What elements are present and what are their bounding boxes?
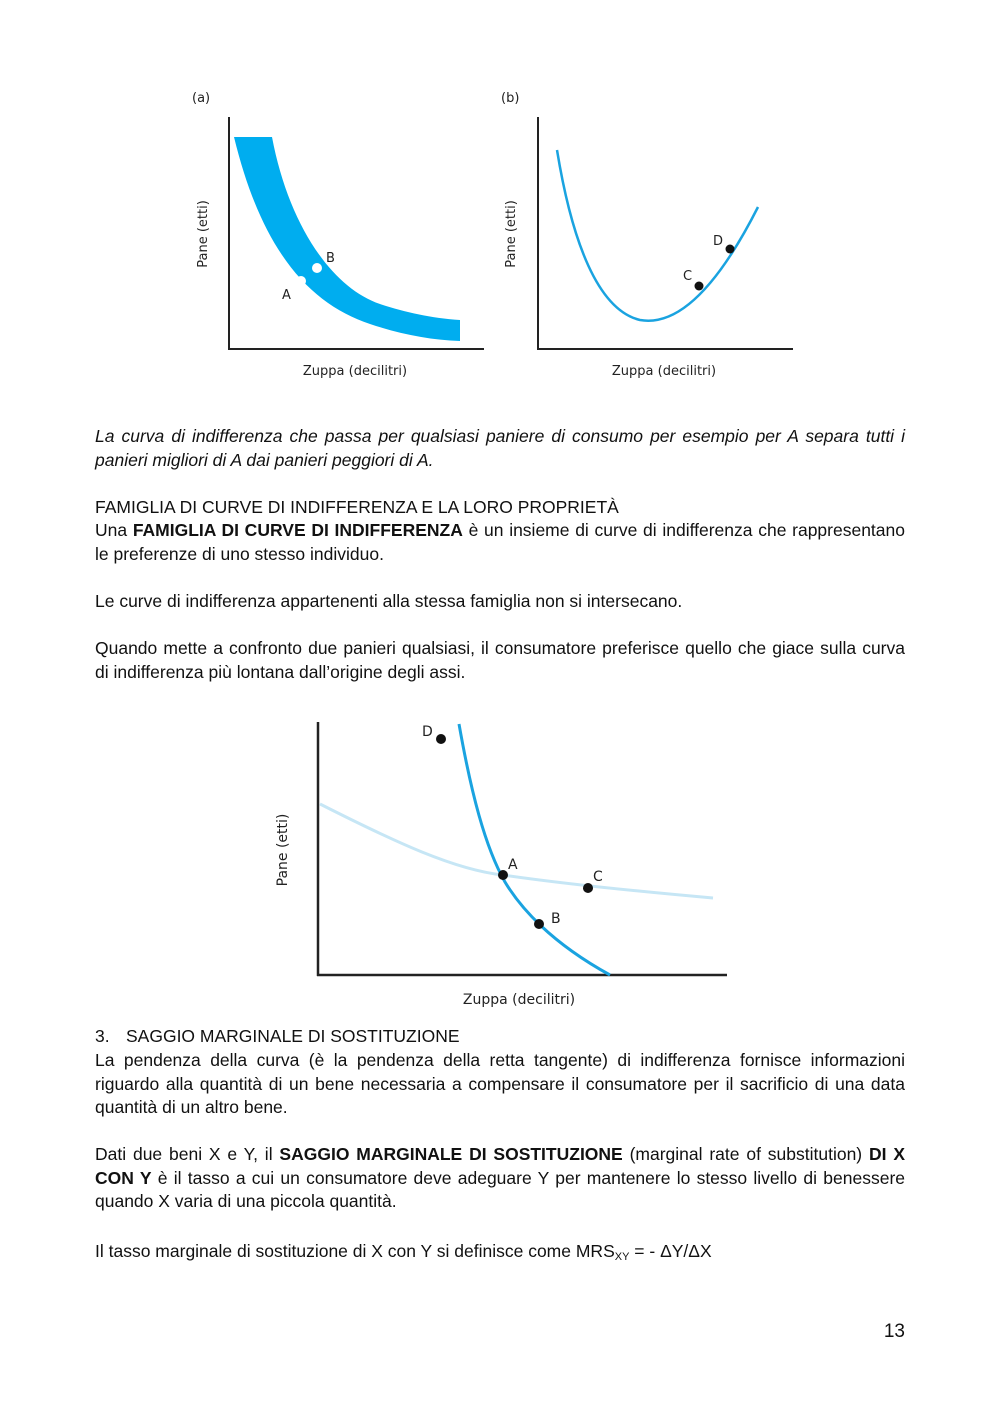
panel-b-xlabel: Zuppa (decilitri)	[611, 364, 717, 379]
preference-paragraph: Quando mette a confronto due panieri qualsiasi, il consumatore preferisce quello che giace sulla curva di indifferenza più lontana dall’origine degli assi.	[95, 638, 905, 682]
point-c-label: C	[593, 869, 603, 885]
panel-a-ylabel: Pane (etti)	[196, 200, 211, 268]
mrs-formula-paragraph	[95, 1240, 905, 1270]
p5-pre: Dati due beni X e Y, il	[95, 1144, 280, 1164]
p6-pre: Il tasso marginale di sostituzione di X con Y si definisce come MRS	[95, 1241, 615, 1261]
middle-ylabel: Pane (etti)	[275, 813, 291, 887]
point-d-marker	[726, 245, 735, 254]
point-c-marker	[695, 282, 704, 291]
p5-post: è il tasso a cui un consumatore deve adeguare Y per mantenere lo stesso livello di benessere quando X varia di una piccola quantità.	[95, 1167, 905, 1211]
panel-b-curve	[557, 150, 758, 321]
point-b-label: B	[551, 911, 561, 927]
point-d-label: D	[422, 724, 433, 740]
p5-bold-term-2: DI X CON Y	[95, 1144, 905, 1188]
point-a-marker	[296, 276, 306, 286]
p1-bold-term: FAMIGLIA DI CURVE DI INDIFFERENZA	[132, 520, 463, 540]
p1-pre: Una	[95, 520, 133, 540]
section-heading: FAMIGLIA DI CURVE DI INDIFFERENZA E LA LORO PROPRIETÀ	[95, 497, 619, 517]
no-intersection-paragraph: Le curve di indifferenza appartenenti alla stessa famiglia non si intersecano.	[95, 591, 683, 611]
figure-middle	[265, 712, 735, 1008]
point-b-marker	[534, 919, 544, 929]
middle-xlabel: Zuppa (decilitri)	[462, 992, 576, 1008]
steep-indifference-curve	[459, 724, 610, 975]
point-b-label: B	[326, 251, 335, 266]
light-indifference-curve	[320, 804, 713, 898]
figure-middle-svg	[265, 712, 735, 1008]
point-c-marker	[583, 883, 593, 893]
point-a-label: A	[508, 857, 518, 873]
p5-bold-term: SAGGIO MARGINALE DI SOSTITUZIONE	[279, 1144, 623, 1164]
point-d-marker	[436, 734, 446, 744]
point-a-label: A	[282, 288, 291, 303]
section-3-heading	[95, 1025, 905, 1049]
p6-post: = - ΔY/ΔX	[629, 1241, 712, 1261]
point-a-marker	[498, 870, 508, 880]
indifference-band	[234, 137, 460, 341]
family-definition-paragraph	[95, 519, 905, 566]
p1-post: è un insieme di curve di indifferenza che rappresentano le preferenze di uno stesso individuo.	[95, 520, 905, 564]
p6-subscript: XY	[614, 1251, 630, 1263]
panel-a-xlabel: Zuppa (decilitri)	[302, 364, 408, 379]
point-d-label: D	[713, 234, 724, 249]
p5-mid: (marginal rate of substitution)	[622, 1144, 869, 1164]
caption-paragraph: La curva di indifferenza che passa per qualsiasi paniere di consumo per esempio per A separa tutti i panieri migliori di A dai panieri peggiori di A.	[95, 426, 905, 470]
panel-b-label: (b)	[501, 91, 520, 106]
point-c-label: C	[683, 269, 693, 284]
point-b-marker	[312, 263, 322, 273]
section-3-number: 3.	[95, 1026, 110, 1046]
figure-top	[180, 82, 820, 387]
section-3-title: SAGGIO MARGINALE DI SOSTITUZIONE	[126, 1026, 460, 1046]
panel-a-label: (a)	[192, 91, 211, 106]
figure-top-svg	[180, 82, 820, 387]
panel-b-ylabel: Pane (etti)	[504, 200, 519, 268]
mrs-definition-paragraph	[95, 1143, 905, 1214]
slope-paragraph: La pendenza della curva (è la pendenza della retta tangente) di indifferenza fornisce informazioni riguardo alla quantità di un bene necessaria a compensare il consumatore per il sacrificio di una data quantità di un altro bene.	[95, 1050, 905, 1117]
page-number: 13	[883, 1321, 905, 1342]
